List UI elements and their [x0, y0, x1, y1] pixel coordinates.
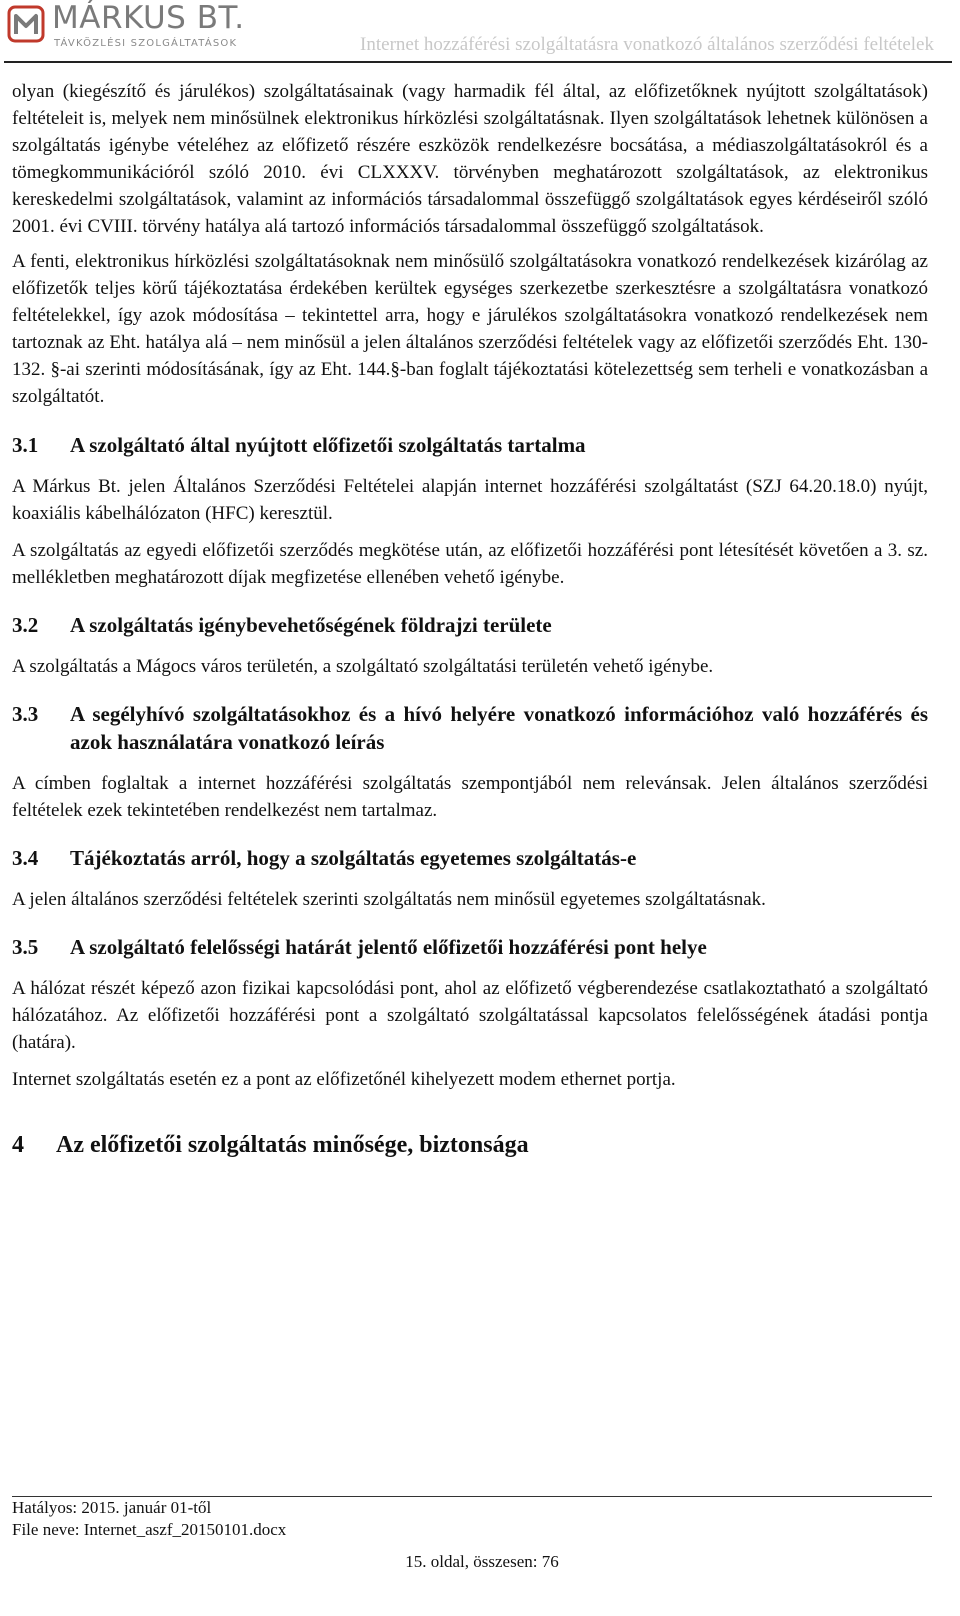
file-name: File neve: Internet_aszf_20150101.docx [12, 1520, 287, 1539]
paragraph: Internet szolgáltatás esetén ez a pont az előfizetőnél kihelyezett modem ethernet portja. [12, 1069, 676, 1090]
section-title: Tájékoztatás arról, hogy a szolgáltatás egyetemes szolgáltatás-e [70, 846, 637, 870]
chapter-number: 4 [12, 1132, 24, 1158]
section-number: 3.5 [12, 935, 39, 959]
paragraph: olyan (kiegészítő és járulékos) szolgáltatásainak (vagy harmadik fél által, az előfizetőknek nyújtott szolgáltatások) feltételeit is, melyek nem minősülnek elektronikus hírközlési szolgáltatásnak. Ilyen szolgáltatások lehetnek különösen a szolgáltatás igénybe vételéhez az előfizető részére eszközök rendelkezésre bocsátása, a médiaszolgáltatásokról és a tömegkommunikációról szóló 2010. évi CLXXXV. törvényben meghatározott szolgáltatások, az elektronikus kereskedelmi szolgáltatások, valamint az információs társadalommal összefüggő szolgáltatások egyes kérdéseiről szóló 2001. évi CVIII. törvény hatálya alá tartozó információs társadalommal összefüggő szolgáltatások. [12, 81, 928, 237]
paragraph: A címben foglaltak a internet hozzáférési szolgáltatás szempontjából nem relevánsak. Jelen általános szerződési feltételek ezek tekintetében rendelkezést nem tartalmaz. [12, 773, 928, 821]
page-content [12, 78, 928, 1161]
section-title: A szolgáltatás igénybevehetőségének földrajzi területe [70, 613, 552, 637]
section-heading [12, 431, 928, 459]
section-number: 3.3 [12, 702, 39, 726]
section-heading [12, 700, 928, 756]
page-number: 15. oldal, összesen: 76 [405, 1552, 559, 1571]
chapter-title: Az előfizetői szolgáltatás minősége, biztonsága [56, 1132, 529, 1158]
logo-tagline: TÁVKÖZLÉSI SZOLGÁLTATÁSOK [54, 38, 238, 49]
paragraph: A Márkus Bt. jelen Általános Szerződési Feltételei alapján internet hozzáférési szolgáltatást (SZJ 64.20.18.0) nyújt, koaxiális kábelhálózaton (HFC) keresztül. [12, 476, 928, 524]
paragraph: A szolgáltatás a Mágocs város területén, a szolgáltató szolgáltatási területén vehető igénybe. [12, 656, 714, 677]
section-title: A szolgáltató felelősségi határát jelentő előfizetői hozzáférési pont helye [70, 935, 707, 959]
document-title: Internet hozzáférési szolgáltatásra vonatkozó általános szerződési feltételek [360, 34, 934, 55]
page-header [0, 0, 960, 62]
section-title: A segélyhívó szolgáltatásokhoz és a hívó helyére vonatkozó információhoz való hozzáférés és azok használatára vonatkozó leírás [70, 702, 928, 754]
paragraph: A fenti, elektronikus hírközlési szolgáltatásoknak nem minősülő szolgáltatásokra vonatkozó rendelkezések kizárólag az előfizetők teljes körű tájékoztatása érdekében kerültek egységes szerkezetbe szerkesztésre a szolgáltatásra vonatkozó feltételekkel, így azok módosítása – tekintettel arra, hogy e járulékos szolgáltatásokra vonatkozó rendelkezések nem tartoznak az Eht. hatálya alá – nem minősül a jelen általános szerződési feltételek vagy az előfizetői szerződés Eht. 130-132. §-ai szerinti módosításának, így az Eht. 144.§-ban foglalt tájékoztatási kötelezettség sem terheli e vonatkozásban a szolgáltatót. [12, 251, 928, 407]
company-logo [6, 0, 245, 56]
logo-name: MÁRKUS BT. [52, 0, 245, 36]
section-heading [12, 933, 928, 961]
section-heading [12, 844, 928, 872]
section-title: A szolgáltató által nyújtott előfizetői szolgáltatás tartalma [70, 433, 586, 457]
section-number: 3.1 [12, 433, 39, 457]
section-heading [12, 611, 928, 639]
paragraph: A hálózat részét képező azon fizikai kapcsolódási pont, ahol az előfizető végberendezése csatlakoztatható a szolgáltató hálózatához. Az előfizetői hozzáférési pont a szolgáltató szolgáltatással kapcsolatos felelősségének átadási pontja (határa). [12, 978, 928, 1053]
section-number: 3.2 [12, 613, 39, 637]
logo-mark-icon [6, 2, 50, 46]
header-divider [4, 61, 952, 63]
section-number: 3.4 [12, 846, 39, 870]
paragraph: A szolgáltatás az egyedi előfizetői szerződés megkötése után, az előfizetői hozzáférési pont létesítését követően a 3. sz. mellékletben meghatározott díjak megfizetése ellenében vehető igénybe. [12, 540, 928, 588]
effective-date: Hatályos: 2015. január 01-től [12, 1498, 212, 1517]
chapter-heading [12, 1129, 928, 1161]
paragraph: A jelen általános szerződési feltételek szerinti szolgáltatás nem minősül egyetemes szolgáltatásnak. [12, 889, 766, 910]
